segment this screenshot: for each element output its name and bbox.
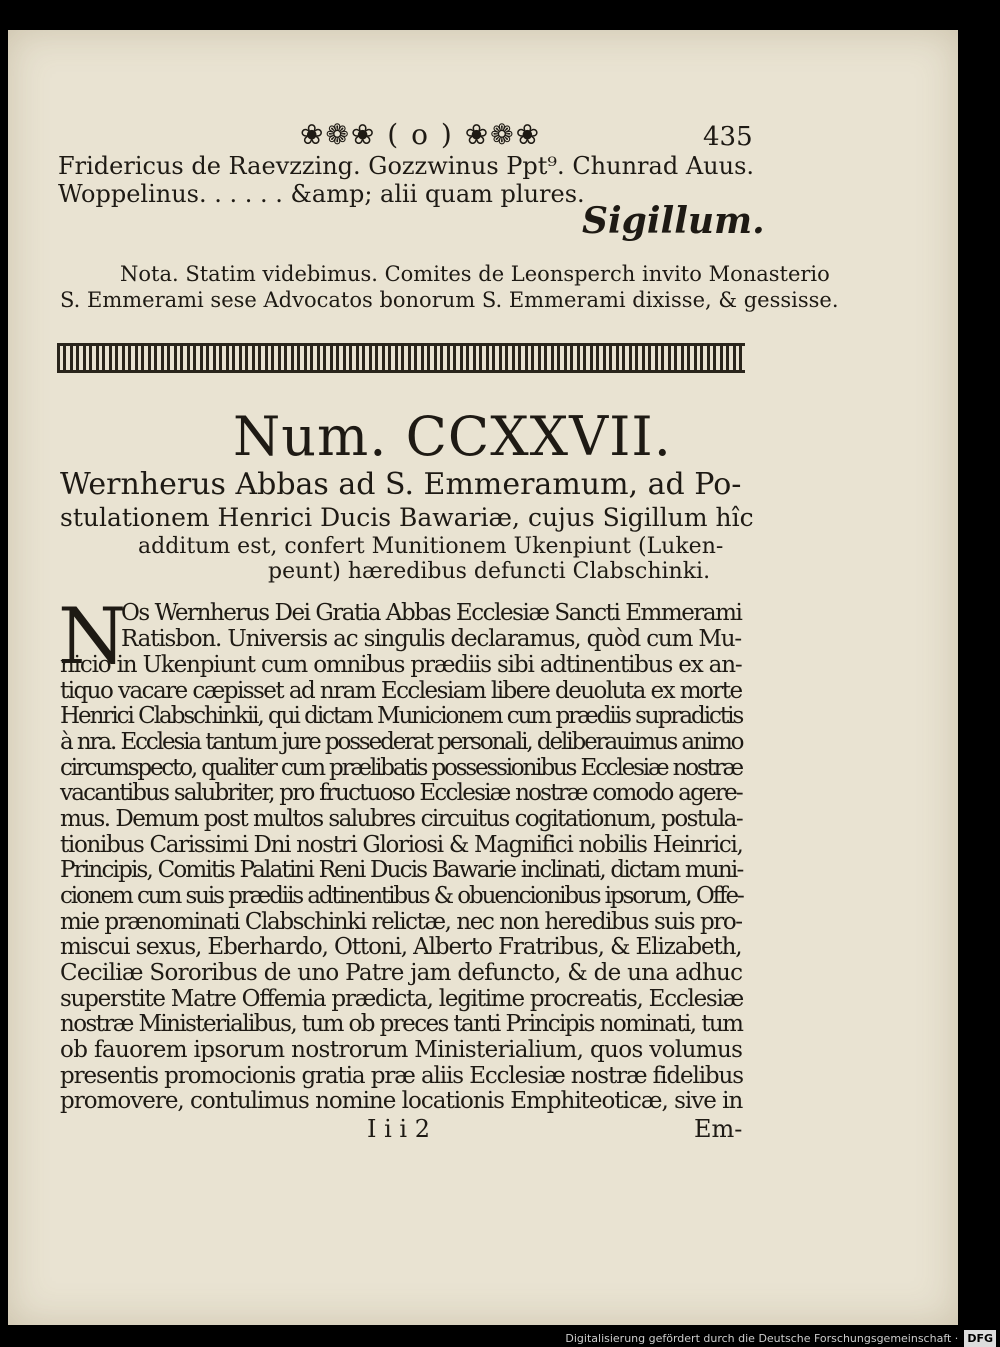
body-line: superstite Matre Offemia prædicta, legitime procreatis, Ecclesiæ bbox=[60, 986, 743, 1012]
body-line: Ratisbon. Universis ac singulis declaramus, quòd cum Mu- bbox=[121, 626, 742, 652]
ornamental-border bbox=[57, 343, 745, 373]
body-line: presentis promocionis gratia præ aliis Ecclesiæ nostræ fidelibus bbox=[60, 1063, 743, 1089]
body-line: tionibus Carissimi Dni nostri Gloriosi & Magnifici nobilis Heinrici, bbox=[60, 832, 743, 858]
body-line: Principis, Comitis Palatini Reni Ducis Bawarie inclinati, dictam muni- bbox=[60, 857, 743, 883]
sigillum-label: Sigillum. bbox=[582, 200, 765, 242]
body-line: vacantibus salubriter, pro fructuoso Ecclesiæ nostræ comodo agere- bbox=[60, 780, 742, 806]
body-line: Os Wernherus Dei Gratia Abbas Ecclesiæ Sancti Emmerami bbox=[121, 600, 742, 626]
title-line: stulationem Henrici Ducis Bawariæ, cujus Sigillum hîc bbox=[60, 503, 754, 532]
subtitle-line: peunt) hæredibus defuncti Clabschinki. bbox=[268, 559, 711, 584]
digitization-credit bbox=[0, 1330, 1000, 1347]
body-line: ob fauorem ipsorum nostrorum Ministerialium, quos volumus bbox=[60, 1037, 743, 1063]
body-line: promovere, contulimus nomine locationis Emphiteoticæ, sive in bbox=[60, 1088, 743, 1114]
body-line: tiquo vacare cæpisset ad nram Ecclesiam libere deuoluta ex morte bbox=[60, 678, 742, 704]
credit-text: Digitalisierung gefördert durch die Deutsche Forschungsgemeinschaft · bbox=[565, 1332, 959, 1345]
nota-line: S. Emmerami sese Advocatos bonorum S. Emmerami dixisse, & gessisse. bbox=[60, 288, 839, 312]
body-line: cionem cum suis prædiis adtinentibus & obuencionibus ipsorum, Offe- bbox=[60, 883, 743, 909]
body-line: mie prænominati Clabschinki relictæ, nec non heredibus suis pro- bbox=[60, 909, 742, 935]
body-line: nicio in Ukenpiunt cum omnibus prædiis sibi adtinentibus ex an- bbox=[60, 652, 742, 678]
witness-line: Woppelinus. . . . . . &amp; alii quam plures. bbox=[58, 180, 585, 208]
page-number: 435 bbox=[703, 122, 753, 152]
body-line: nostræ Ministerialibus, tum ob preces tanti Principis nominati, tum bbox=[60, 1011, 743, 1037]
body-line: mus. Demum post multos salubres circuitus cogitationum, postula- bbox=[60, 806, 743, 832]
header-ornament: ❀❁❀ ( o ) ❀❁❀ bbox=[300, 118, 542, 151]
subtitle-line: additum est, confert Munitionem Ukenpiunt (Luken- bbox=[138, 534, 724, 559]
body-line: miscui sexus, Eberhardo, Ottoni, Alberto Fratribus, & Elizabeth, bbox=[60, 934, 742, 960]
body-line: à nra. Ecclesia tantum jure possederat personali, deliberauimus animo bbox=[60, 729, 743, 755]
witness-line: Fridericus de Raevzzing. Gozzwinus Ppt⁹. Chunrad Auus. bbox=[58, 152, 755, 180]
nota-line: Nota. Statim videbimus. Comites de Leonsperch invito Monasterio bbox=[120, 262, 830, 286]
signature-mark: I i i 2 bbox=[367, 1115, 430, 1143]
body-line: circumspecto, qualiter cum prælibatis possessionibus Ecclesiæ nostræ bbox=[60, 755, 742, 781]
catchword: Em- bbox=[694, 1115, 743, 1143]
body-line: Ceciliæ Sororibus de uno Patre jam defuncto, & de una adhuc bbox=[60, 960, 743, 986]
document-number: Num. CCXXVII. bbox=[233, 405, 672, 468]
title-line: Wernherus Abbas ad S. Emmeramum, ad Po- bbox=[60, 467, 742, 502]
drop-capital: N bbox=[58, 592, 127, 682]
dfg-logo: DFG bbox=[964, 1330, 996, 1347]
body-line: Henrici Clabschinkii, qui dictam Municionem cum prædiis supradictis bbox=[60, 703, 743, 729]
